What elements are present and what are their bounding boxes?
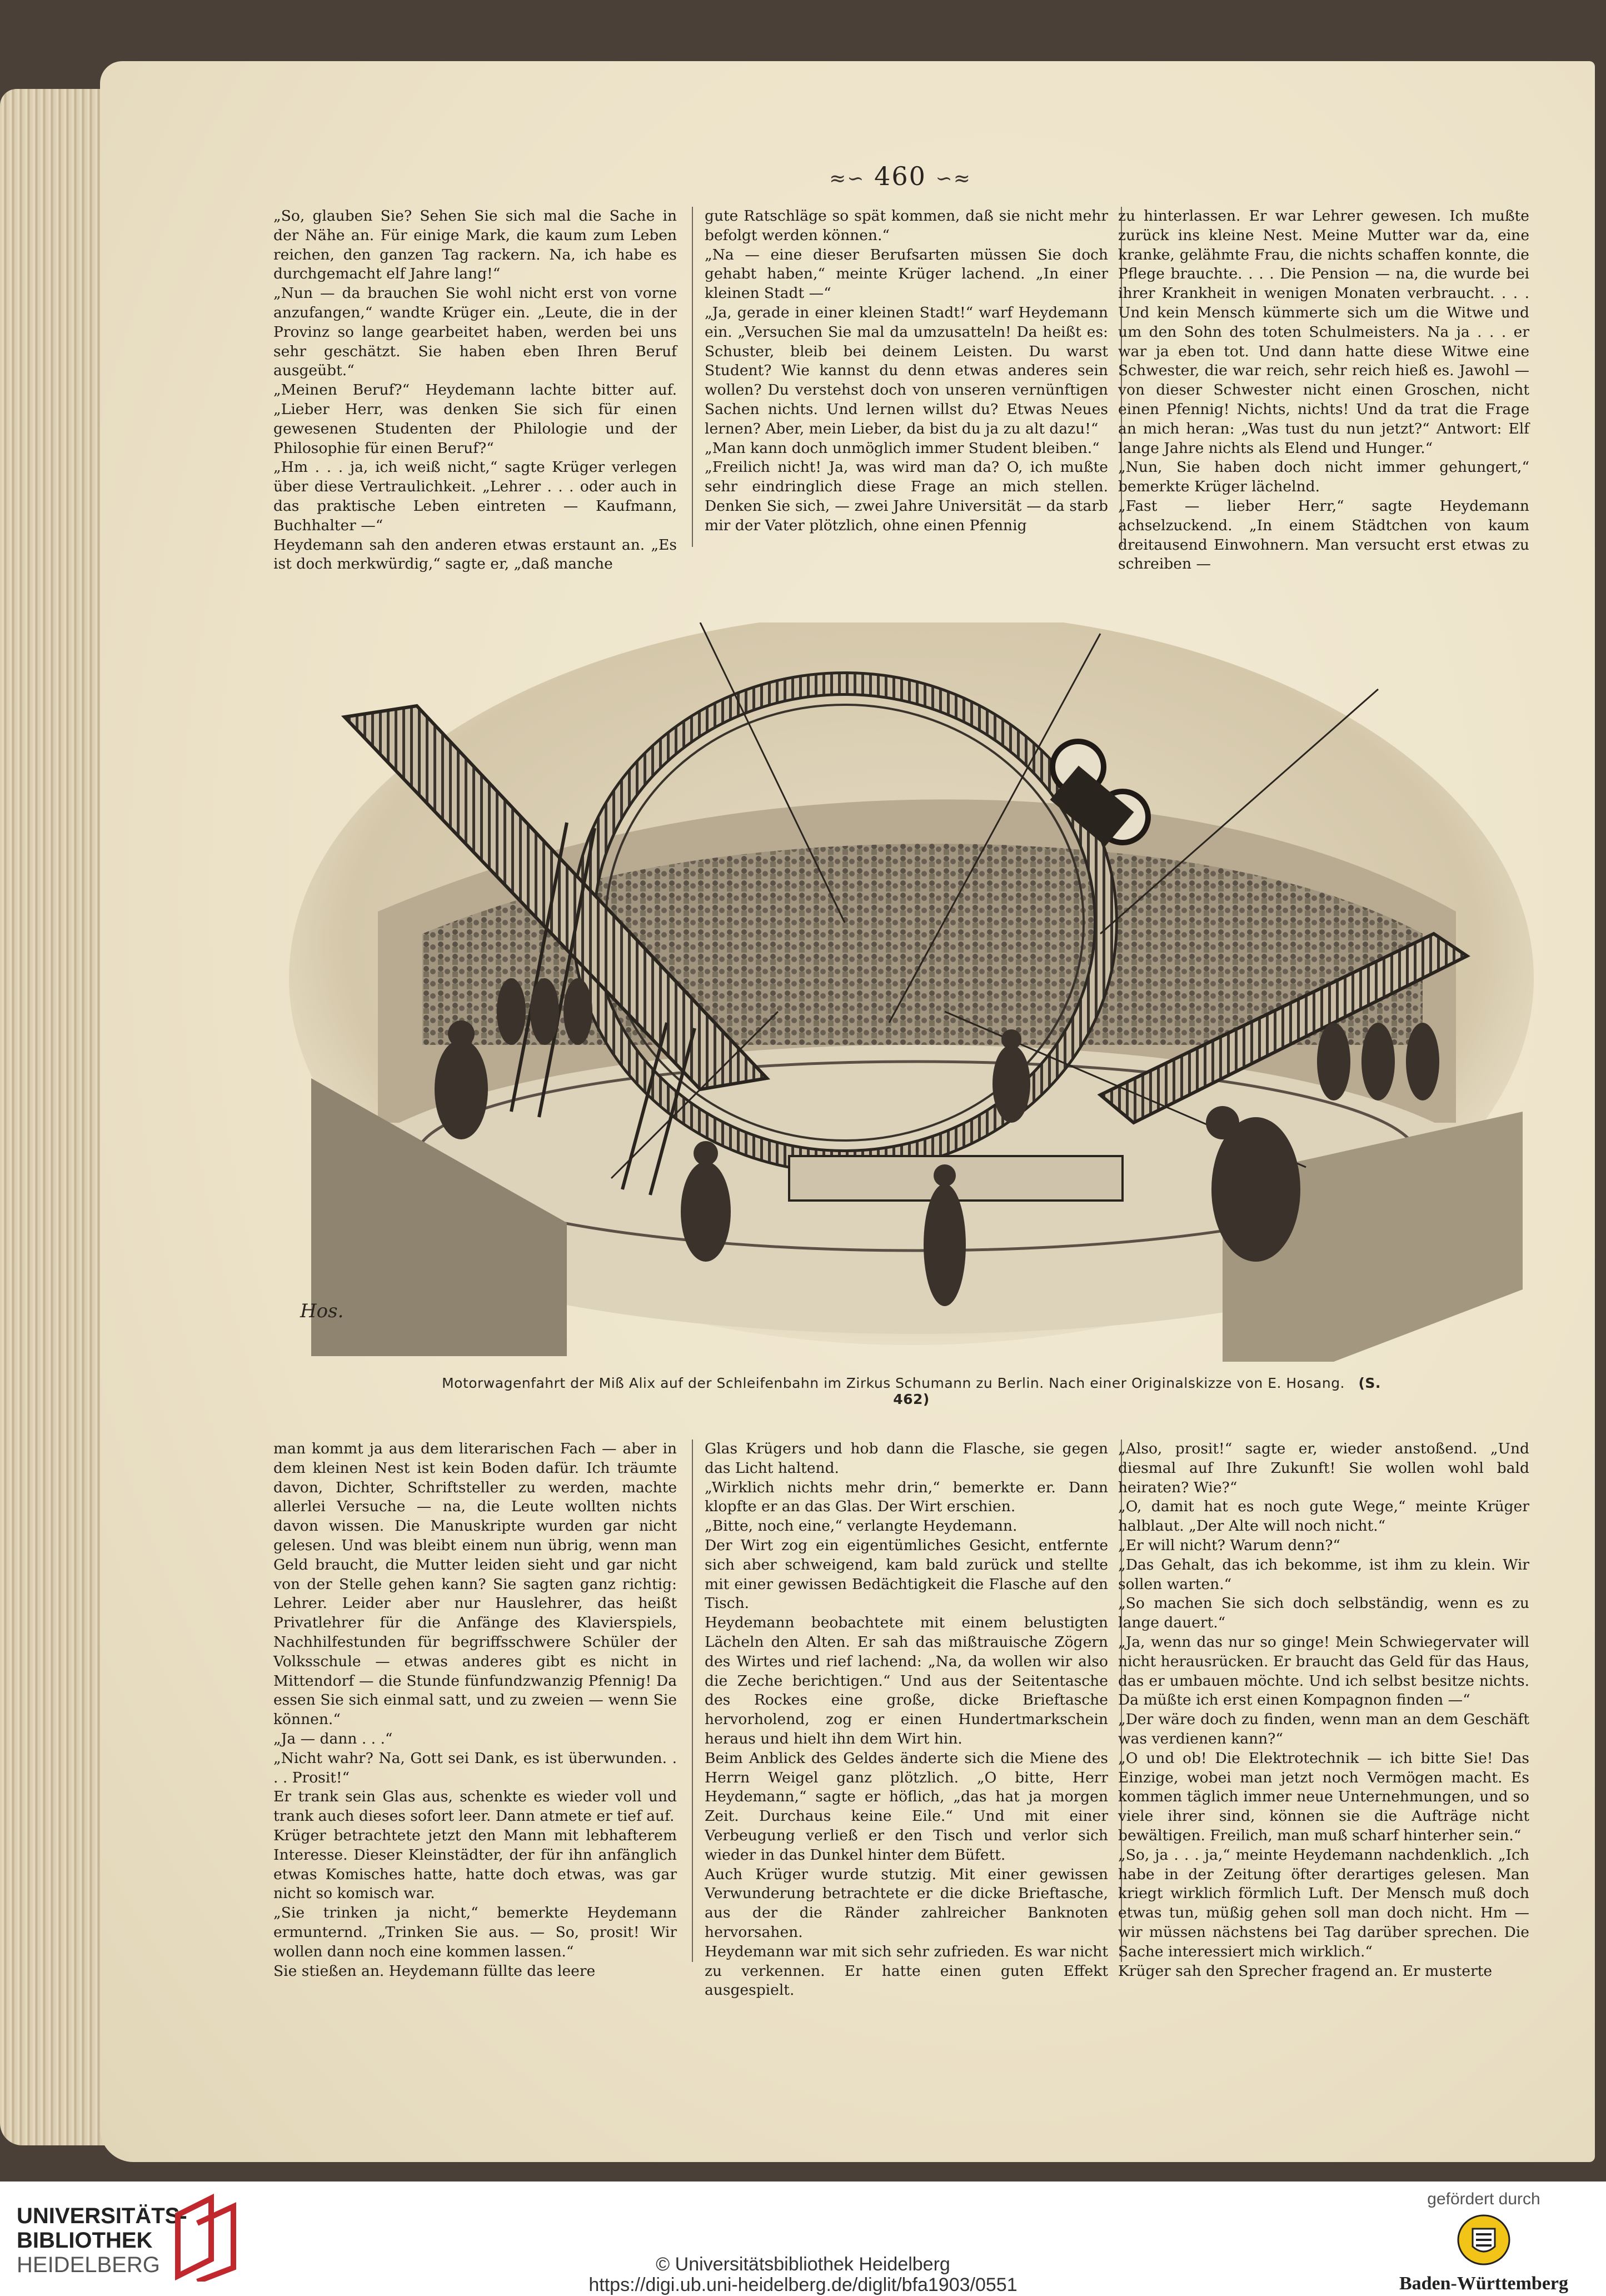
top-column-2: gute Ratschläge so spät kommen, daß sie nicht mehr befolgt werden können.“ „Na — eine dieser Berufsarten müssen Sie doch gehabt haben,“ meinte Krüger lachend. „In einer kleinen Stadt —“ „Ja, gerade in einer kleinen Stadt!“ warf Heydemann ein. „Versuchen Sie mal da umzusatteln! Da heißt es: Schuster, bleib bei deinem Leisten. Du warst Student? Wie kannst du denn etwas anderes sein wollen? Du verstehst doch von unseren vernünftigen Sachen nichts. Und lernen willst du? Etwas Neues lernen? Aber, mein Lieber, da bist du ja zu alt dazu!“ „Man kann doch unmöglich immer Student bleiben.“ „Freilich nicht! Ja, was wird man da? O, ich mußte sehr eindringlich diese Frage an mich stellen. Denken Sie sich, — zwei Jahre Universität — da starb mir der Vater plötzlich, ohne einen Pfennig [705, 207, 1108, 534]
page-number [822, 161, 978, 191]
column-rule [692, 207, 693, 547]
sponsor-block[interactable] [1378, 2190, 1589, 2293]
circus-loop-illustration [278, 622, 1545, 1362]
caption-page-ref: (S. 462) [893, 1375, 1381, 1407]
permalink-url[interactable]: https://digi.ub.uni-heidelberg.de/diglit/bfa1903/0551 [588, 2274, 1018, 2295]
logo-line-2: BIBLIOTHEK [17, 2228, 153, 2253]
illustration-signature: Hos. [300, 1300, 344, 1322]
sponsor-label: gefördert durch [1427, 2190, 1540, 2208]
top-column-1: „So, glauben Sie? Sehen Sie sich mal die Sache in der Nähe an. Für einige Mark, die kaum zum Leben reichen, den ganzen Tag rackern. Na, ich habe es durchgemacht elf Jahre lang!“ „Nun — da brauchen Sie wohl nicht erst von vorne anzufangen,“ wandte Krüger ein. „Leute, die in der Provinz so lange gearbeitet haben, werden bei uns sehr geschätzt. Sie haben eben Ihren Beruf ausgeübt.“ „Meinen Beruf?“ Heydemann lachte bitter auf. „Lieber Herr, was denken Sie sich für einen gewesenen Studenten der Philologie und der Philosophie für einen Beruf?“ „Hm . . . ja, ich weiß nicht,“ sagte Krüger verlegen über diese Vertraulichkeit. „Lehrer . . . oder auch in das praktische Leben eintreten — Kaufmann, Buchhalter —“ Heydemann sah den anderen etwas erstaunt an. „Es ist doch merkwürdig,“ sagte er, „daß manche [273, 207, 677, 573]
bw-crest-icon [1456, 2212, 1512, 2268]
bottom-column-2: Glas Krügers und hob dann die Flasche, sie gegen das Licht haltend. „Wirklich nichts mehr drin,“ bemerkte er. Dann klopfte er an das Glas. Der Wirt erschien. „Bitte, noch eine,“ verlangte Heydemann. Der Wirt zog ein eigentümliches Gesicht, entfernte sich aber schweigend, kam bald zurück und stellte mit einer gewissen Bedächtigkeit die Flasche auf den Tisch. Heydemann beobachtete mit einem belustigten Lächeln den Alten. Er sah das mißtrauische Zögern des Wirtes und rief lachend: „Na, da wollen wir also die Zeche berichtigen.“ Und aus der Seitentasche des Rockes eine große, dicke Brieftasche hervorholend, zog er einen Hundertmarkschein heraus und hielt ihn dem Wirt hin. Beim Anblick des Geldes änderte sich die Miene des Herrn Weigel ganz plötzlich. „O bitte, Herr Heydemann,“ sagte er höflich, „das hat ja morgen Zeit. Durchaus keine Eile.“ Und mit einer Verbeugung verließ er den Tisch und verlor sich wieder in das Dunkel hinter dem Büfett. Auch Krüger wurde stutzig. Mit einer gewissen Verwunderung betrachtete er die dicke Brieftasche, aus der die Ränder zahlreicher Banknoten hervorsahen. Heydemann war mit sich sehr zufrieden. Es war nicht zu verkennen. Er hatte einen guten Effekt ausgespielt. [705, 1440, 1108, 1999]
logo-line-3: HEIDELBERG [17, 2253, 160, 2277]
copyright-notice: © Universitätsbibliothek Heidelberg [656, 2254, 950, 2275]
ornament-left: ≈∽ [829, 167, 865, 190]
page-number-text: 460 [874, 161, 926, 191]
logo-line-1: UNIVERSITÄTS- [17, 2204, 187, 2228]
top-column-3: zu hinterlassen. Er war Lehrer gewesen. Ich mußte zurück ins kleine Nest. Meine Mutter war da, eine kranke, gelähmte Frau, die nichts schaffen konnte, die Pflege brauchte. . . . Die Pension — na, die wurde bei ihrer Krankheit in wenigen Monaten verbraucht. . . . Und kein Mensch kümmerte sich um die Witwe und um den Sohn des toten Schulmeisters. Na ja . . . er war ja eben tot. Und dann hatte diese Witwe eine Schwester, die war reich, sehr reich hieß es. Jawohl — von dieser Schwester nicht einen Groschen, nicht einen Pfennig! Nichts, nichts! Und da trat die Frage an mich heran: „Was tust du nun jetzt?“ Antwort: Elf lange Jahre nichts als Elend und Hunger.“ „Nun, Sie haben doch nicht immer gehungert,“ bemerkte Krüger lächelnd. „Fast — lieber Herr,“ sagte Heydemann achselzuckend. „In einem Städtchen von kaum dreitausend Einwohnern. Man versucht erst etwas zu schreiben — [1118, 207, 1529, 573]
illustration-caption [439, 1375, 1384, 1407]
bottom-column-3: „Also, prosit!“ sagte er, wieder anstoßend. „Und diesmal auf Ihre Zukunft! Sie wollen wohl bald heiraten? Wie?“ „O, damit hat es noch gute Wege,“ meinte Krüger halblaut. „Der Alte will noch nicht.“ „Er will nicht? Warum denn?“ „Das Gehalt, das ich bekomme, ist ihm zu klein. Wir sollen warten.“ „So machen Sie sich doch selbständig, wenn es zu lange dauert.“ „Ja, wenn das nur so ginge! Mein Schwiegervater will nicht herausrücken. Er braucht das Geld für das Haus, das er umbauen möchte. Und ich selbst besitze nichts. Da müßte ich erst einen Kompagnon finden —“ „Der wäre doch zu finden, wenn man an dem Geschäft was verdienen kann?“ „O und ob! Die Elektrotechnik — ich bitte Sie! Das Einzige, wobei man jetzt noch Vermögen macht. Es kommen täglich immer neue Unternehmungen, und so viele ihrer sind, können sie die Aufträge nicht bewältigen. Freilich, man muß scharf hinterher sein.“ „So, ja . . . ja,“ meinte Heydemann nachdenklich. „Ich habe in der Zeitung öfter derartiges gelesen. Man kriegt wirklich förmlich Luft. Der Mensch muß doch etwas tun, müßig gehen soll man doch nicht. Hm — wir müssen nächstens bei Tag darüber sprechen. Die Sache interessiert mich wirklich.“ Krüger sah den Sprecher fragend an. Er musterte [1118, 1440, 1529, 1980]
sponsor-name: Baden-Württemberg [1399, 2273, 1569, 2294]
column-rule [692, 1440, 693, 1962]
bottom-column-1: man kommt ja aus dem literarischen Fach — aber in dem kleinen Nest ist kein Boden dafür. Ich träumte davon, Dichter, Schriftsteller zu werden, machte allerlei Versuche — na, die Leute wollten nichts davon wissen. Die Manuskripte wurden gar nicht gelesen. Und was bleibt einem nun übrig, wenn man Geld braucht, die Mutter leiden sieht und gar nicht von der Stelle gehen kann? Sie sagten ganz richtig: Lehrer. Leider aber nur Hauslehrer, das heißt Privatlehrer für die Anfänge des Klavierspiels, Nachhilfestunden für begriffsschwere Schüler der Volksschule — etwas anderes gibt es nicht in Mittendorf — die Stunde fünfundzwanzig Pfennig! Da essen Sie sich einmal satt, und zu zweien — wenn Sie können.“ „Ja — dann . . .“ „Nicht wahr? Na, Gott sei Dank, es ist überwunden. . . . Prosit!“ Er trank sein Glas aus, schenkte es wieder voll und trank auch dieses sofort leer. Dann atmete er tief auf. Krüger betrachtete jetzt den Mann mit lebhafterem Interesse. Dieser Kleinstädter, der für ihn anfänglich etwas Komisches hatte, hatte doch etwas, was gar nicht so komisch war. „Sie trinken ja nicht,“ bemerkte Heydemann ermunternd. „Trinken Sie aus. — So, prosit! Wir wollen dann noch eine kommen lassen.“ Sie stießen an. Heydemann füllte das leere [273, 1440, 677, 1980]
caption-text: Motorwagenfahrt der Miß Alix auf der Schleifenbahn im Zirkus Schumann zu Berlin. Nach einer Originalskizze von E. Hosang. [442, 1375, 1345, 1391]
ornament-right: ∽≈ [935, 167, 971, 190]
